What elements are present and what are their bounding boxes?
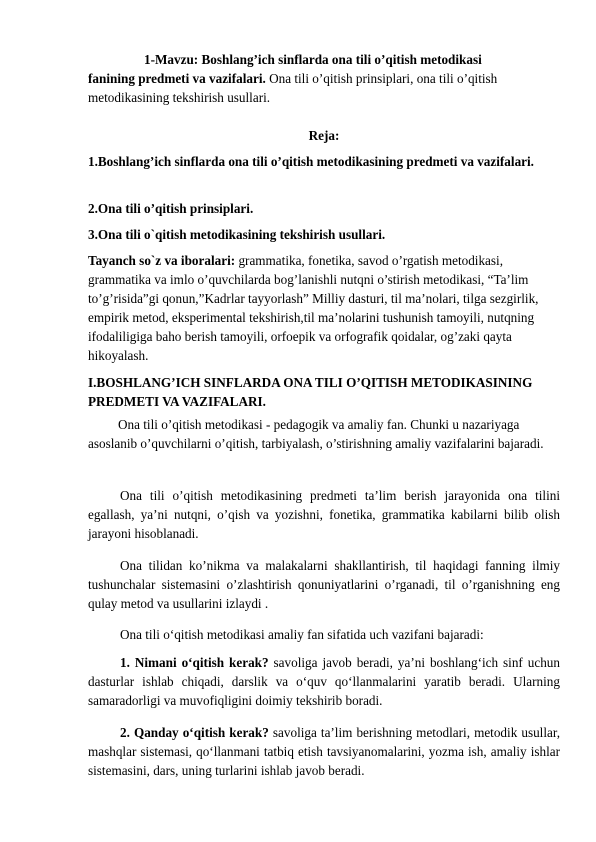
section-heading: I.BOSHLANG’ICH SINFLARDA ONA TILI O’QITISH METODIKASINING PREDMETI VA VAZIFALARI.	[88, 375, 533, 409]
task-2-question: 2. Qanday o‘qitish kerak?	[120, 725, 269, 740]
task-2-paragraph	[88, 723, 560, 780]
task-1-text: savoliga javob beradi, ya’ni boshlang‘ich sinf uchun dasturlar ishlab chiqadi, darslik va o‘quv qo‘llanmalarini yaratib beradi. Ularning samaradorligi va muvofiqligini doimiy tekshirib boradi.	[88, 655, 560, 708]
keywords-label: Tayanch so`z va iboralari:	[88, 253, 236, 268]
plan-item-3: 3.Ona tili o`qitish metodikasining tekshirish usullari.	[88, 227, 386, 242]
keywords-text: grammatika, fonetika, savod o’rgatish metodikasi, grammatika va imlo o’quvchilarda bog’lanishli nutqni o’stirish metodikasi, “Ta’lim to’g’risida”gi qonun,”Kadrlar tayyorlash” Milliy dasturi, til ma’nolari, tilga sezgirlik, empirik metod, eksperimental tekshirish,til ma’nolarini tushunish tamoyili, nutqning ifodaliligiga baho berish tamoyili, orfoepik va orfografik qoidalar, og’zaki qayta hikoyalash.	[88, 253, 539, 363]
keywords-paragraph	[88, 251, 560, 365]
task-1-question: 1. Nimani o‘qitish kerak?	[120, 655, 269, 670]
section-paragraph-3: Ona tilidan ko’nikma va malakalarni shakllantirish, til haqidagi fanning ilmiy tushunchalar sistemasini o’zlashtirish qonuniyatlarini o’rganadi, til o’rganishning eng qulay metod va usullarini izlaydi .	[88, 558, 560, 611]
plan-item-1: 1.Boshlang’ich sinflarda ona tili o’qitish metodikasining predmeti va vazifalari.	[88, 154, 534, 169]
topic-title-line2: fanining predmeti va vazifalari.	[88, 71, 266, 86]
plan-item-2: 2.Ona tili o’qitish prinsiplari.	[88, 201, 254, 216]
section-paragraph-1: Ona tili o’qitish metodikasi - pedagogik va amaliy fan. Chunki u nazariyaga asoslanib o’quvchilarni o’qitish, tarbiyalash, o’stirishning amaliy vazifalarini bajaradi.	[88, 417, 544, 451]
section-paragraph-2: Ona tili o’qitish metodikasining predmeti ta’lim berish jarayonida ona tilini egallash, ya’ni nutqni, o’qish va yozishni, fonetika, grammatika kabilarni bilib olish jarayoni hisoblanadi.	[88, 488, 560, 541]
topic-subtitle: Ona tili o’qitish prinsiplari, ona tili o’qitish metodikasining tekshirish usullari.	[88, 71, 498, 105]
task-1-paragraph	[88, 653, 560, 710]
topic-title	[88, 50, 560, 107]
plan-heading: Reja:	[308, 128, 340, 143]
task-2-text: savoliga ta’lim berishning metodlari, metodik usullar, mashqlar sistemasi, qo‘llanmani tatbiq etish tavsiyanomalarini, yozma ish, amaliy ishlar sistemasini, dars, uning turlarini ishlab javob beradi.	[88, 725, 561, 778]
section-paragraph-4: Ona tili o‘qitish metodikasi amaliy fan sifatida uch vazifani bajaradi:	[120, 627, 484, 642]
topic-title-line1: 1-Mavzu: Boshlang’ich sinflarda ona tili o’qitish metodikasi	[144, 52, 482, 67]
